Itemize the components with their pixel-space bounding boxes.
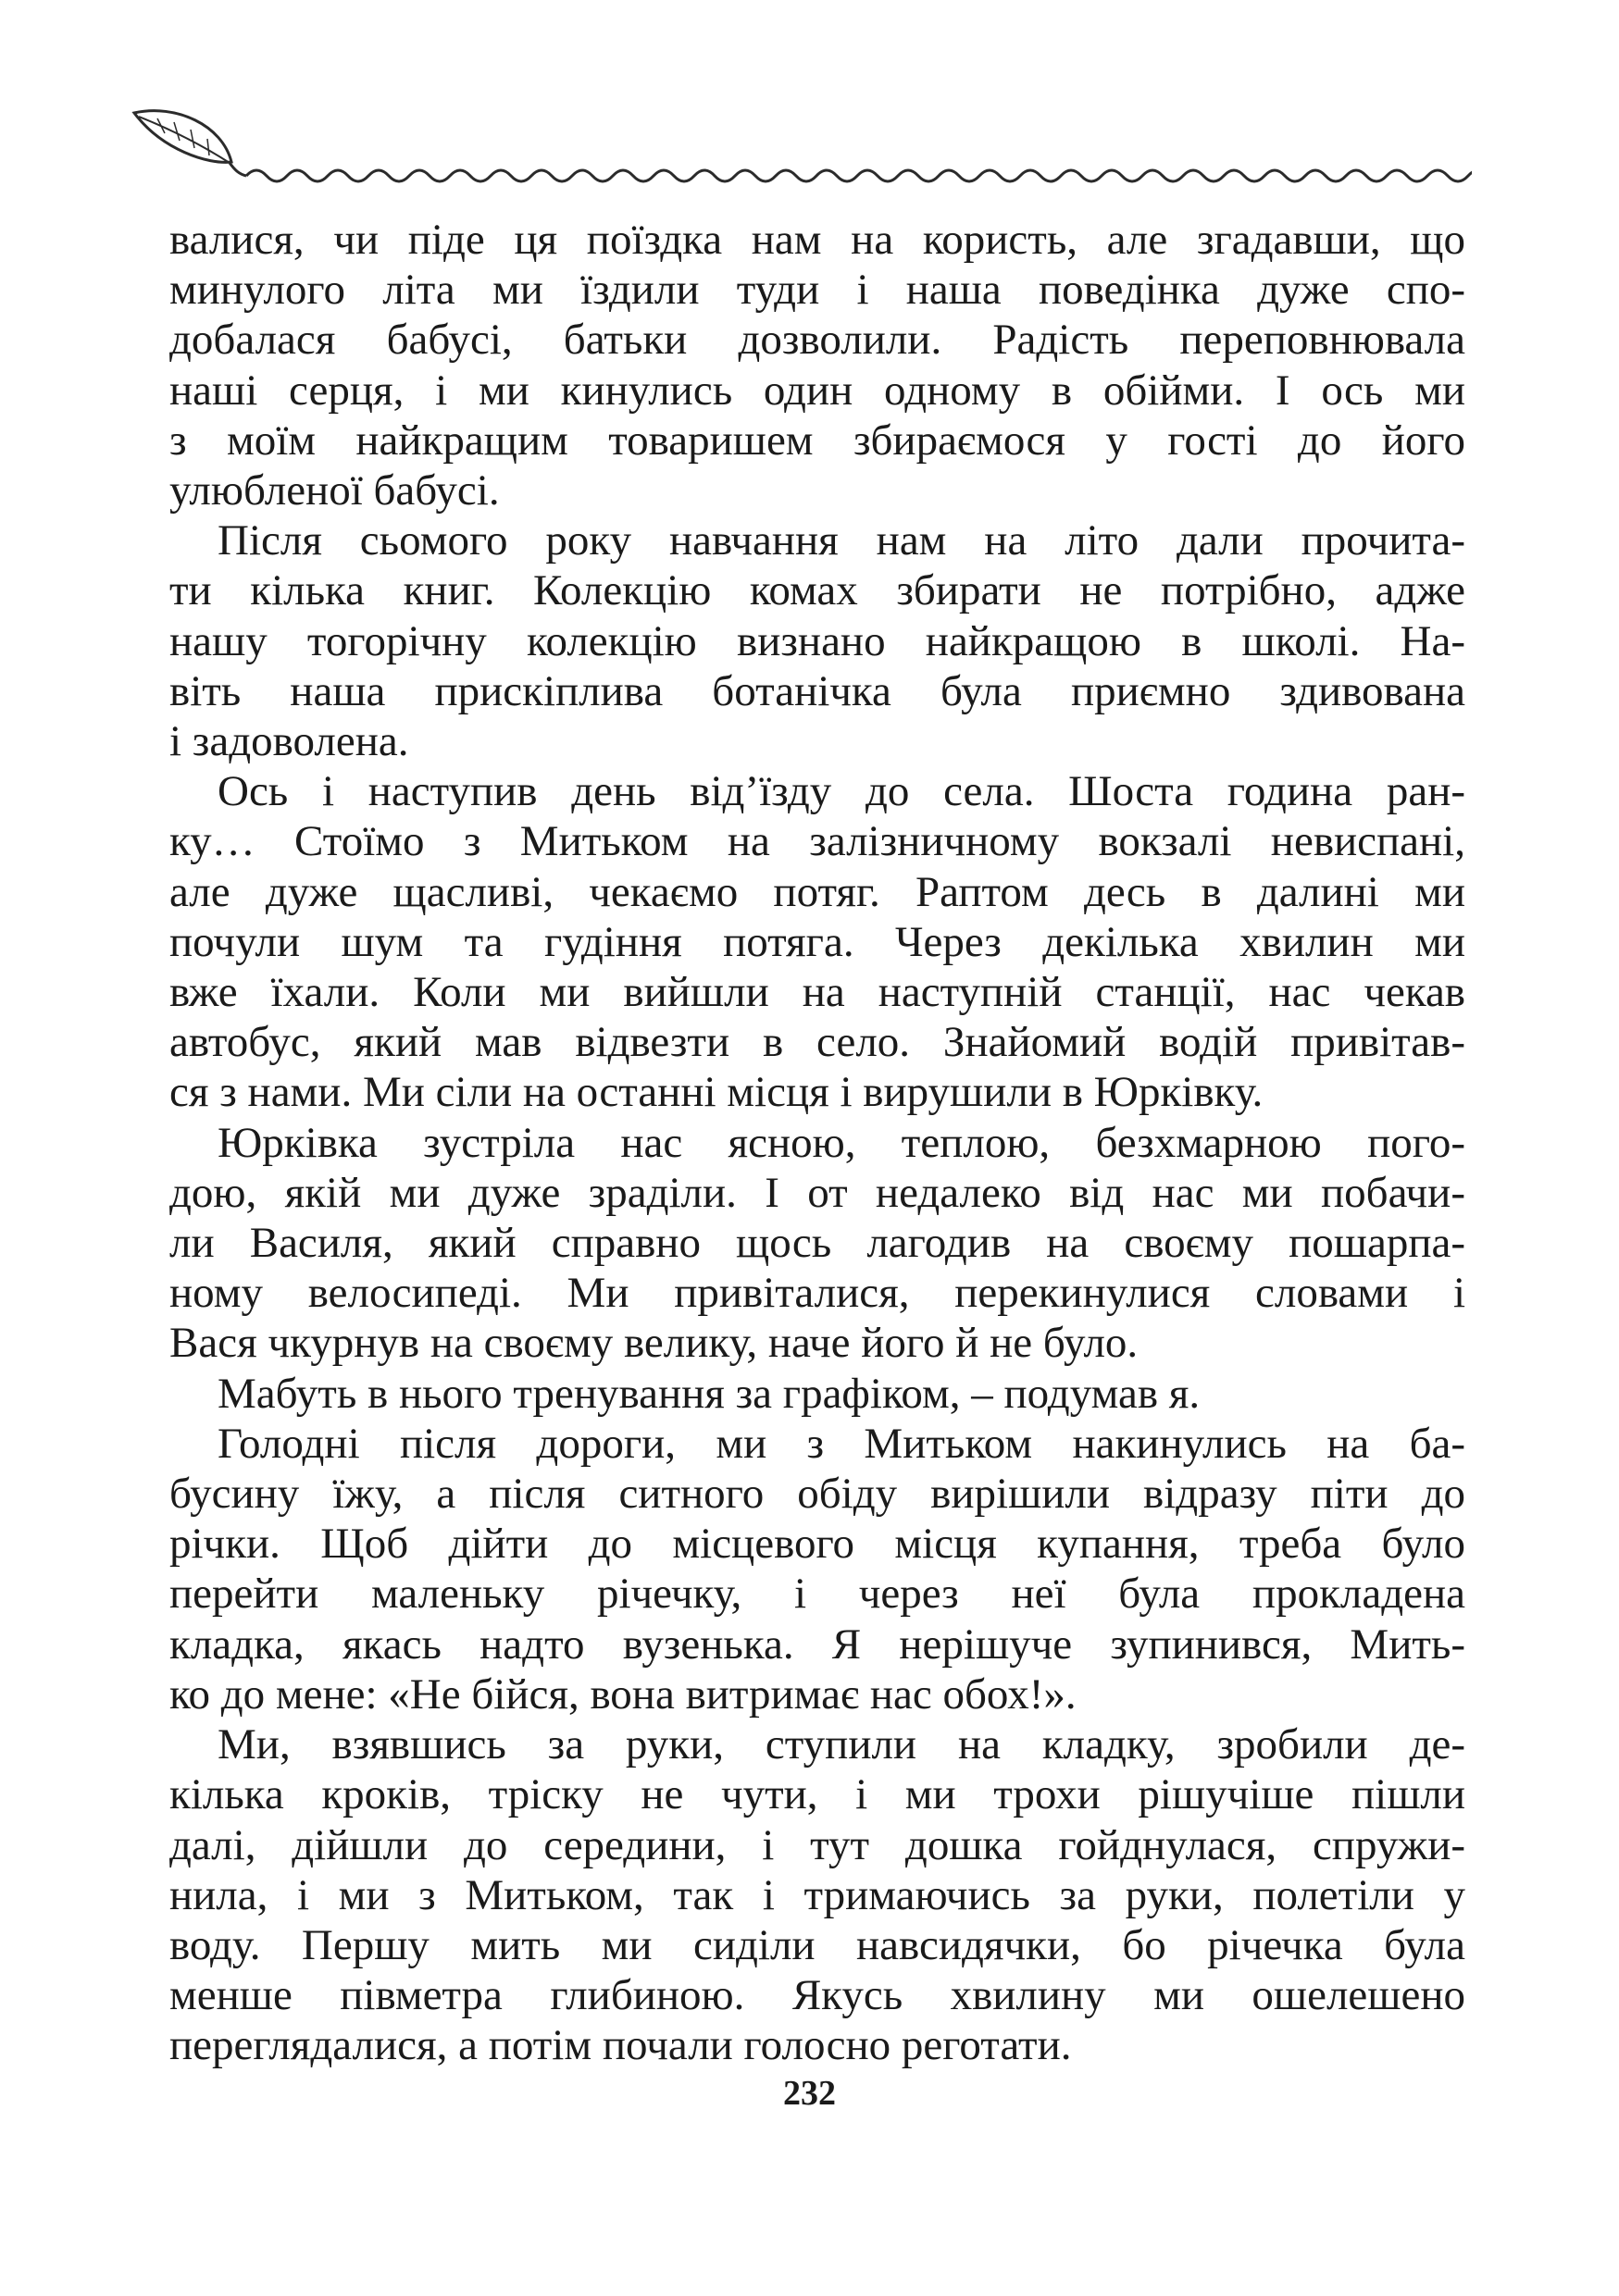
paragraph <box>169 1419 1465 1719</box>
text-line: минулого літа ми їздили туди і наша поведінка дуже спо- <box>169 266 1465 315</box>
text-line: ко до мене: «Не бійся, вона витримає нас обох!». <box>169 1669 1077 1719</box>
text-line: автобус, який мав відвезти в село. Знайомий водій привітав- <box>169 1018 1465 1067</box>
text-line: кілька кроків, тріску не чути, і ми трохи рішучіше пішли <box>169 1770 1465 1819</box>
page-text <box>169 215 1465 2071</box>
text-line: бусину їжу, а після ситного обіду вирішили відразу піти до <box>169 1470 1465 1519</box>
paragraph <box>169 766 1465 1117</box>
text-line: нила, і ми з Митьком, так і тримаючись за руки, полетіли у <box>169 1870 1465 1919</box>
text-line: менше півметра глибиною. Якусь хвилину ми ошелешено <box>169 1971 1465 2020</box>
text-line: річки. Щоб дійти до місцевого місця купання, треба було <box>169 1520 1465 1569</box>
text-line: і задоволена. <box>169 717 409 766</box>
header-ornament <box>120 93 1472 194</box>
text-line: переглядалися, а потім почали голосно реготати. <box>169 2021 1072 2070</box>
text-line: ли Василя, який справно щось лагодив на своєму пошарпа- <box>169 1219 1465 1268</box>
text-line: ку… Стоїмо з Митьком на залізничному вокзалі невиспані, <box>169 817 1465 866</box>
feather-quill-icon <box>134 111 246 176</box>
text-line: добалася бабусі, батьки дозволили. Радість переповнювала <box>169 316 1465 365</box>
text-line: ному велосипеді. Ми привіталися, перекинулися словами і <box>169 1269 1465 1318</box>
text-line: перейти маленьку річечку, і через неї була прокладена <box>169 1570 1465 1619</box>
paragraph <box>169 1118 1465 1369</box>
text-line: Голодні після дороги, ми з Митьком накинулись на ба- <box>218 1419 1465 1468</box>
wavy-divider <box>246 170 1472 181</box>
text-line: з моїм найкращим товаришем збираємося у гості до його <box>169 416 1465 465</box>
text-line: далі, дійшли до середини, і тут дошка гойднулася, спружи- <box>169 1820 1465 1869</box>
text-line: Вася чкурнув на своєму велику, наче його й не було. <box>169 1319 1139 1368</box>
text-line: Ми, взявшись за руки, ступили на кладку, зробили де- <box>218 1720 1465 1769</box>
text-line: кладка, якась надто вузенька. Я нерішуче зупинився, Мить- <box>169 1620 1465 1669</box>
text-line: Ось і наступив день від’їзду до села. Шоста година ран- <box>218 767 1465 816</box>
text-line: ся з нами. Ми сіли на останні місця і вирушили в Юрківку. <box>169 1068 1264 1117</box>
text-line: нашу тогорічну колекцію визнано найкращою в школі. На- <box>169 616 1465 665</box>
text-line: дою, якій ми дуже зраділи. І от недалеко від нас ми побачи- <box>169 1168 1465 1217</box>
text-line: але дуже щасливі, чекаємо потяг. Раптом десь в далині ми <box>169 867 1465 916</box>
paragraph <box>169 215 1465 515</box>
text-line: вже їхали. Коли ми вийшли на наступній станції, нас чекав <box>169 968 1465 1017</box>
text-line: валися, чи піде ця поїздка нам на користь, але згадавши, що <box>169 216 1465 264</box>
page-number: 232 <box>783 2074 836 2113</box>
paragraph <box>169 1719 1465 2070</box>
text-line: Юрківка зустріла нас ясною, теплою, безхмарною пого- <box>218 1118 1465 1167</box>
text-line: Після сьомого року навчання нам на літо дали прочита- <box>218 516 1465 565</box>
text-line: улюбленої бабусі. <box>169 466 500 515</box>
paragraph <box>169 1369 1465 1419</box>
text-line: воду. Першу мить ми сиділи навсидячки, бо річечка була <box>169 1920 1465 1969</box>
text-line: наші серця, і ми кинулись один одному в обійми. І ось ми <box>169 366 1465 415</box>
text-line: віть наша прискіплива ботанічка була приємно здивована <box>169 666 1465 715</box>
text-line: почули шум та гудіння потяга. Через декілька хвилин ми <box>169 917 1465 966</box>
text-line: ти кілька книг. Колекцію комах збирати не потрібно, адже <box>169 566 1465 615</box>
text-line: Мабуть в нього тренування за графіком, – подумав я. <box>218 1369 1201 1418</box>
paragraph <box>169 515 1465 766</box>
